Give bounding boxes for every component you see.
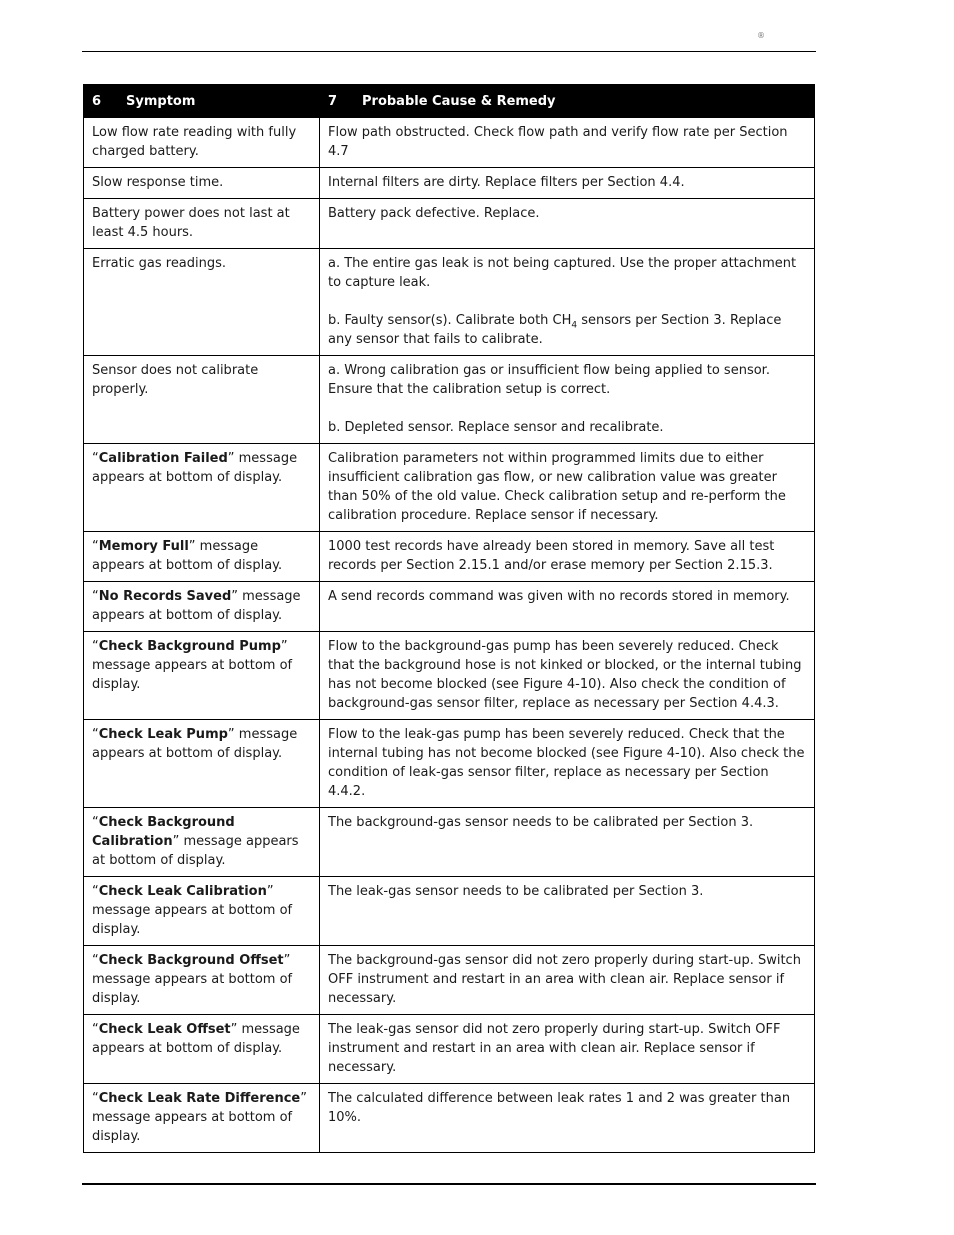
- symptom-message: Check Background Pump: [98, 639, 281, 654]
- symptom-text: ” message appears at bottom of display.: [92, 539, 283, 573]
- symptom-cell: [84, 582, 320, 632]
- symptom-text: Sensor does not calibrate properly.: [92, 363, 259, 397]
- symptom-quote-open: “: [92, 815, 99, 830]
- table-row: [84, 249, 815, 356]
- cause-remedy-cell: [320, 199, 815, 249]
- remedy-text: Flow to the background-gas pump has been severely reduced. Check that the background hose is not kinked or blocked, or the internal tubing has not become blocked (see Figure 4-10). Also check the condition of background-gas sensor filter, replace as necessary per Section 4.4.3.: [328, 639, 802, 711]
- symptom-cell: [84, 249, 320, 356]
- table-row: [84, 582, 815, 632]
- symptom-text: ” message appears at bottom of display.: [92, 589, 301, 623]
- remedy-text: 1000 test records have already been stored in memory. Save all test records per Section 2.15.1 and/or erase memory per Section 2.15.3.: [328, 539, 775, 573]
- symptom-message: No Records Saved: [98, 589, 232, 604]
- symptom-cell: [84, 356, 320, 444]
- header-rule: [82, 51, 816, 52]
- cause-remedy-cell: [320, 249, 815, 356]
- symptom-cell: [84, 720, 320, 808]
- remedy-text: Flow path obstructed. Check flow path and verify flow rate per Section 4.7: [328, 125, 788, 159]
- symptom-cell: [84, 946, 320, 1015]
- symptom-message: Memory Full: [98, 539, 189, 554]
- remedy-text-part: b. Faulty sensor(s). Calibrate both CH: [328, 313, 572, 328]
- symptom-text: ” message appears at bottom of display.: [92, 1022, 300, 1056]
- symptom-quote-open: “: [92, 589, 99, 604]
- remedy-text: Flow to the leak-gas pump has been severely reduced. Check that the internal tubing has not become blocked (see Figure 4-10). Also check the condition of leak-gas sensor filter, replace as necessary per Section 4.4.2.: [328, 727, 805, 799]
- remedy-text: A send records command was given with no records stored in memory.: [328, 589, 790, 604]
- table-body: [84, 118, 815, 1153]
- symptom-cell: [84, 168, 320, 199]
- footer-rule: [82, 1183, 816, 1185]
- header-symptom: [84, 85, 320, 118]
- table-row: [84, 808, 815, 877]
- remedy-text: a. The entire gas leak is not being captured. Use the proper attachment to capture leak.: [328, 256, 797, 290]
- registered-mark: ®: [757, 31, 765, 40]
- cause-remedy-cell: [320, 444, 815, 532]
- remedy-text: Battery pack defective. Replace.: [328, 206, 540, 221]
- header-number: 6: [92, 93, 102, 109]
- troubleshooting-table: [83, 84, 815, 1153]
- cause-remedy-cell: [320, 720, 815, 808]
- symptom-quote-open: “: [92, 539, 99, 554]
- symptom-cell: [84, 1084, 320, 1153]
- table-row: [84, 1015, 815, 1084]
- remedy-text-secondary: [328, 311, 806, 349]
- header-number: 7: [328, 93, 338, 109]
- symptom-text: ” message appears at bottom of display.: [92, 1091, 307, 1144]
- symptom-cell: [84, 808, 320, 877]
- header-label: Symptom: [126, 93, 196, 109]
- symptom-quote-open: “: [92, 451, 99, 466]
- symptom-quote-open: “: [92, 727, 99, 742]
- remedy-text: The leak-gas sensor needs to be calibrated per Section 3.: [328, 884, 704, 899]
- symptom-cell: [84, 199, 320, 249]
- symptom-message: Check Background Calibration: [92, 815, 235, 849]
- table-row: [84, 946, 815, 1015]
- symptom-text: ” message appears at bottom of display.: [92, 834, 299, 868]
- symptom-message: Check Background Offset: [98, 953, 284, 968]
- table-row: [84, 1084, 815, 1153]
- symptom-quote-open: “: [92, 1022, 99, 1037]
- remedy-text-secondary: [328, 418, 806, 437]
- header-label: Probable Cause & Remedy: [362, 93, 556, 109]
- cause-remedy-cell: [320, 877, 815, 946]
- remedy-text: Internal filters are dirty. Replace filters per Section 4.4.: [328, 175, 685, 190]
- remedy-text: Calibration parameters not within programmed limits due to either insufficient calibration gas flow, or new calibration value was greater than 50% of the old value. Check calibration setup and re-perform the calibration procedure. Replace sensor if necessary.: [328, 451, 786, 523]
- remedy-text: The background-gas sensor needs to be calibrated per Section 3.: [328, 815, 754, 830]
- symptom-text: ” message appears at bottom of display.: [92, 451, 298, 485]
- cause-remedy-cell: [320, 808, 815, 877]
- symptom-cell: [84, 118, 320, 168]
- symptom-text: Battery power does not last at least 4.5 hours.: [92, 206, 290, 240]
- table-row: [84, 720, 815, 808]
- symptom-message: Check Leak Rate Difference: [98, 1091, 301, 1106]
- cause-remedy-cell: [320, 356, 815, 444]
- symptom-cell: [84, 1015, 320, 1084]
- cause-remedy-cell: [320, 1084, 815, 1153]
- symptom-message: Check Leak Calibration: [98, 884, 267, 899]
- cause-remedy-cell: [320, 168, 815, 199]
- symptom-text: Erratic gas readings.: [92, 256, 227, 271]
- cause-remedy-cell: [320, 946, 815, 1015]
- symptom-message: Check Leak Offset: [98, 1022, 231, 1037]
- symptom-cell: [84, 444, 320, 532]
- symptom-quote-open: “: [92, 953, 99, 968]
- header-cause-remedy: [320, 85, 815, 118]
- symptom-message: Check Leak Pump: [98, 727, 228, 742]
- symptom-message: Calibration Failed: [98, 451, 228, 466]
- remedy-text-part: sensors per Section 3. Replace any sensor that fails to calibrate.: [328, 313, 782, 347]
- table-row: [84, 877, 815, 946]
- table-row: [84, 168, 815, 199]
- symptom-cell: [84, 532, 320, 582]
- symptom-text: Low flow rate reading with fully charged battery.: [92, 125, 297, 159]
- table-row: [84, 199, 815, 249]
- table-row: [84, 118, 815, 168]
- cause-remedy-cell: [320, 1015, 815, 1084]
- cause-remedy-cell: [320, 582, 815, 632]
- symptom-text: ” message appears at bottom of display.: [92, 884, 293, 937]
- symptom-quote-open: “: [92, 639, 99, 654]
- symptom-cell: [84, 877, 320, 946]
- remedy-text: The leak-gas sensor did not zero properly during start-up. Switch OFF instrument and restart in an area with clean air. Replace sensor if necessary.: [328, 1022, 781, 1075]
- symptom-quote-open: “: [92, 884, 99, 899]
- remedy-text: The calculated difference between leak rates 1 and 2 was greater than 10%.: [328, 1091, 791, 1125]
- symptom-cell: [84, 632, 320, 720]
- symptom-text: ” message appears at bottom of display.: [92, 639, 293, 692]
- symptom-text: ” message appears at bottom of display.: [92, 727, 298, 761]
- remedy-text-part: b. Depleted sensor. Replace sensor and recalibrate.: [328, 420, 664, 435]
- cause-remedy-cell: [320, 532, 815, 582]
- cause-remedy-cell: [320, 118, 815, 168]
- table-row: [84, 632, 815, 720]
- cause-remedy-cell: [320, 632, 815, 720]
- table-header-row: [84, 85, 815, 118]
- symptom-text: Slow response time.: [92, 175, 224, 190]
- symptom-quote-open: “: [92, 1091, 99, 1106]
- symptom-text: ” message appears at bottom of display.: [92, 953, 293, 1006]
- table-row: [84, 356, 815, 444]
- remedy-text: a. Wrong calibration gas or insufficient flow being applied to sensor. Ensure that the calibration setup is correct.: [328, 363, 770, 397]
- subscript: 4: [571, 320, 578, 331]
- table-row: [84, 444, 815, 532]
- remedy-text: The background-gas sensor did not zero properly during start-up. Switch OFF instrument and restart in an area with clean air. Replace sensor if necessary.: [328, 953, 801, 1006]
- table-row: [84, 532, 815, 582]
